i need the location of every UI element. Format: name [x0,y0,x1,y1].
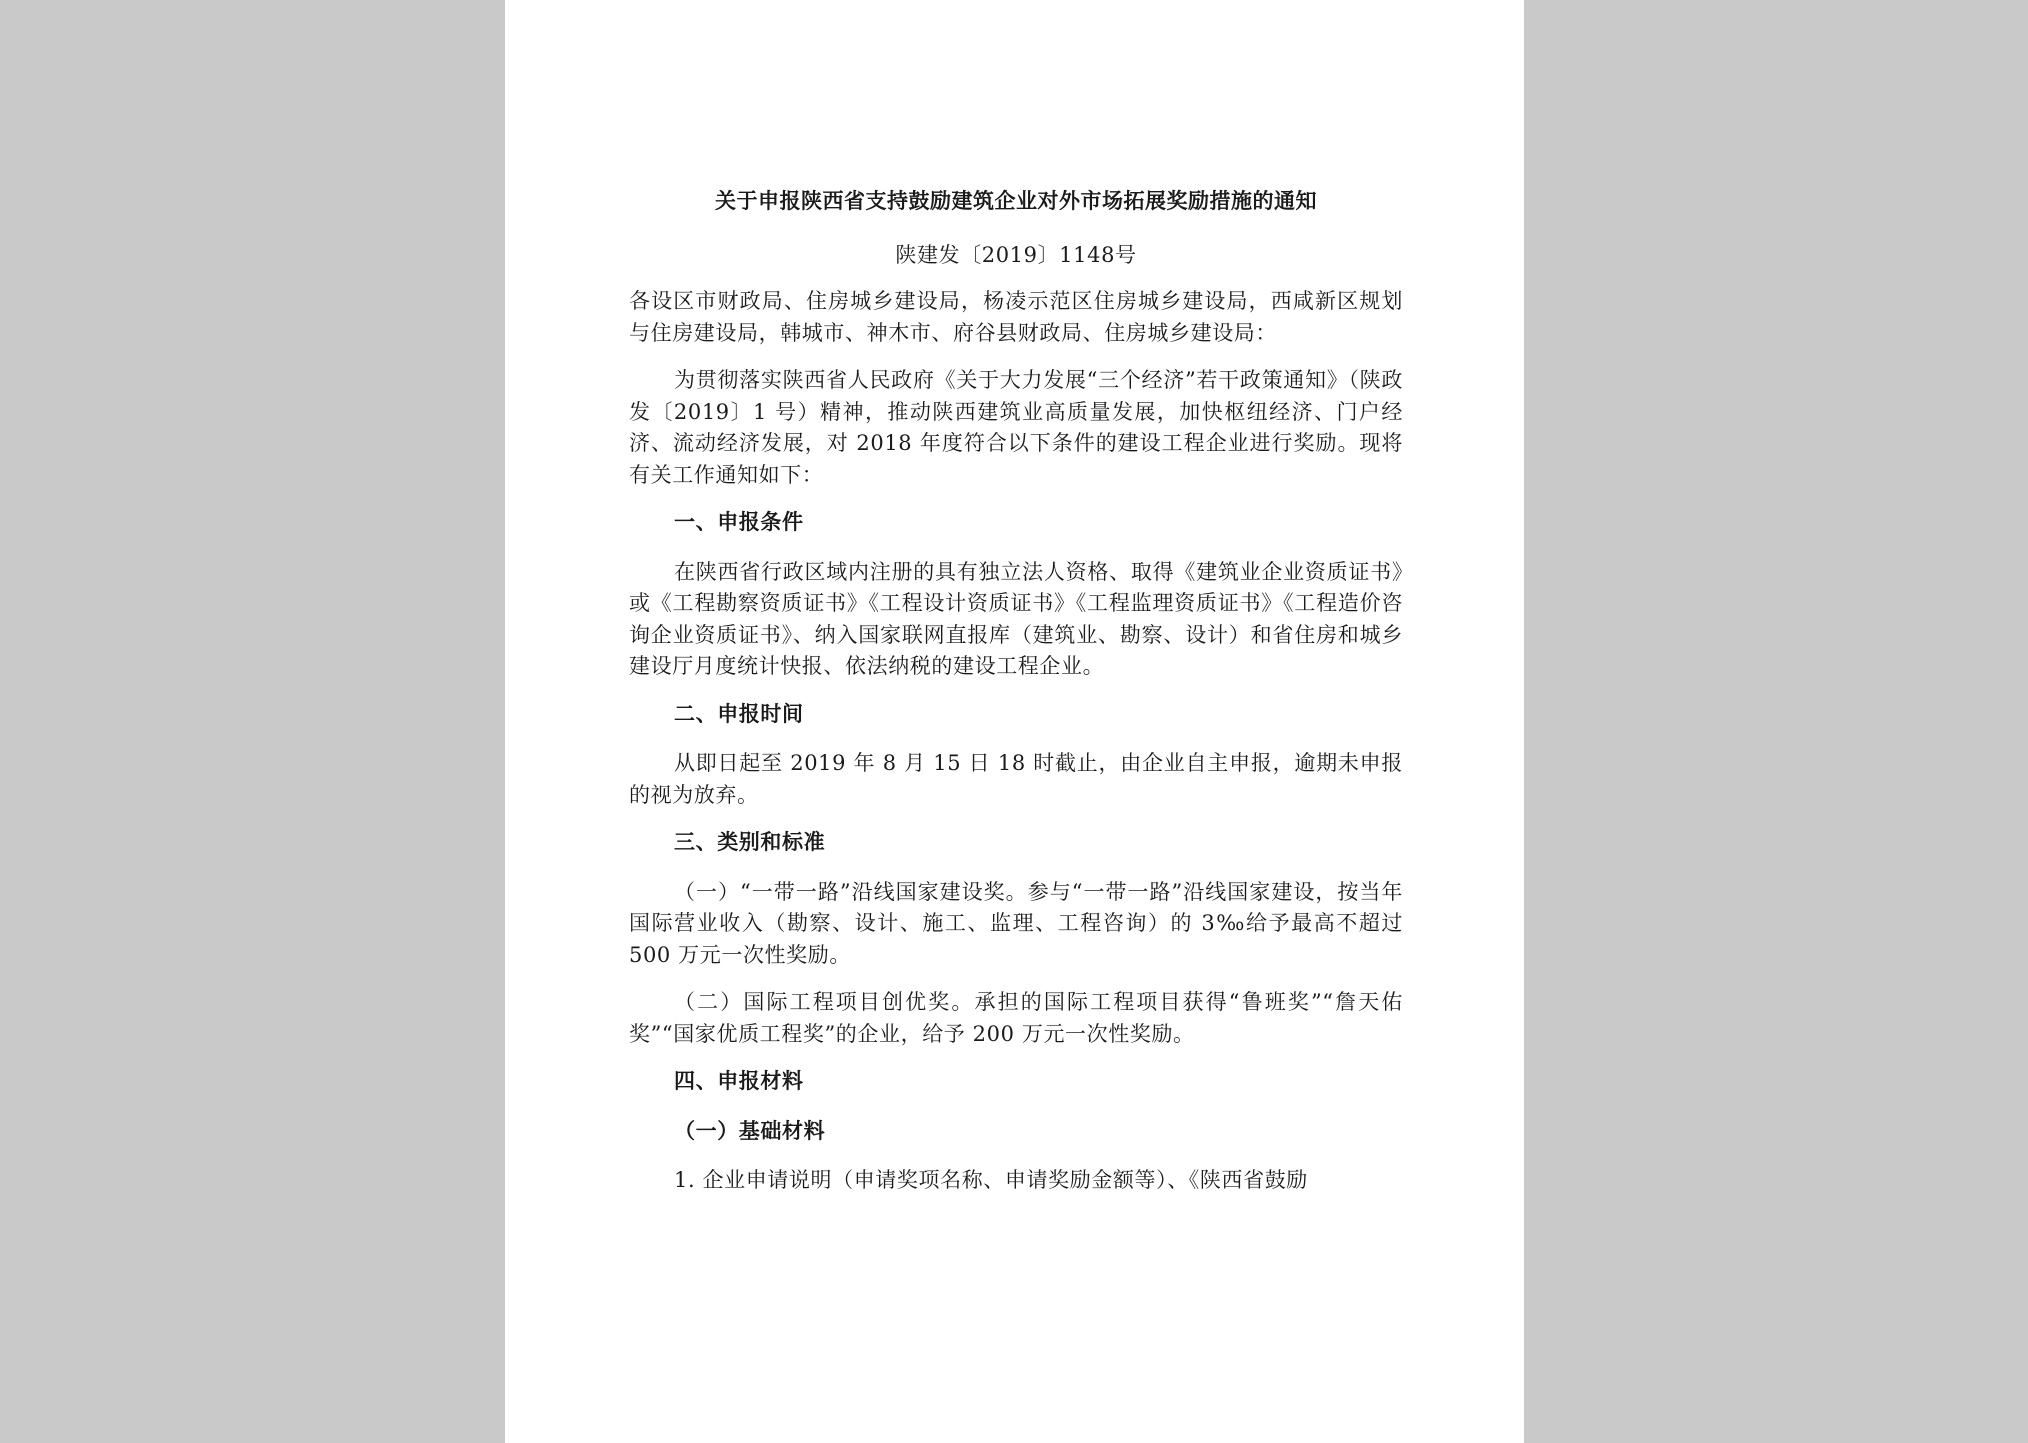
section-4-heading: 四、申报材料 [674,1069,804,1093]
section-4-subheading-1: （一）基础材料 [674,1118,826,1143]
recipients-paragraph: 各设区市财政局、住房城乡建设局，杨凌示范区住房城乡建设局，西咸新区规划与住房建设局，韩城市、神木市、府谷县财政局、住房城乡建设局： [629,289,1403,345]
document-title: 关于申报陕西省支持鼓励建筑企业对外市场拓展奖励措施的通知 [715,189,1317,213]
section-1-body: 在陕西省行政区域内注册的具有独立法人资格、取得《建筑业企业资质证书》或《工程勘察资质证书》《工程设计资质证书》《工程监理资质证书》《工程造价咨询企业资质证书》、纳入国家联网直报库（建筑业、勘察、设计）和省住房和城乡建设厅月度统计快报、依法纳税的建设工程企业。 [629,559,1403,678]
document-page [505,0,1524,1443]
section-3-item-1: （一）“一带一路”沿线国家建设奖。参与“一带一路”沿线国家建设，按当年国际营业收入（勘察、设计、施工、监理、工程咨询）的 3‰给予最高不超过 500 万元一次性奖励。 [629,879,1403,967]
section-4-item-1: 1. 企业申请说明（申请奖项名称、申请奖励金额等）、《陕西省鼓励 [674,1168,1308,1192]
section-1-heading: 一、申报条件 [674,510,804,534]
section-2-body: 从即日起至 2019 年 8 月 15 日 18 时截止，由企业自主申报，逾期未申报的视为放弃。 [629,751,1403,807]
document-number: 陕建发〔2019〕1148号 [895,243,1137,267]
page-content [629,186,1403,1213]
section-3-heading: 三、类别和标准 [674,830,826,854]
intro-paragraph: 为贯彻落实陕西省人民政府《关于大力发展“三个经济”若干政策通知》（陕政发〔2019〕1 号）精神，推动陕西建筑业高质量发展，加快枢纽经济、门户经济、流动经济发展，对 2018 年度符合以下条件的建设工程企业进行奖励。现将有关工作通知如下： [629,368,1403,487]
section-3-item-2: （二）国际工程项目创优奖。承担的国际工程项目获得“鲁班奖”“詹天佑奖”“国家优质工程奖”的企业，给予 200 万元一次性奖励。 [629,990,1403,1046]
section-2-heading: 二、申报时间 [674,701,804,726]
